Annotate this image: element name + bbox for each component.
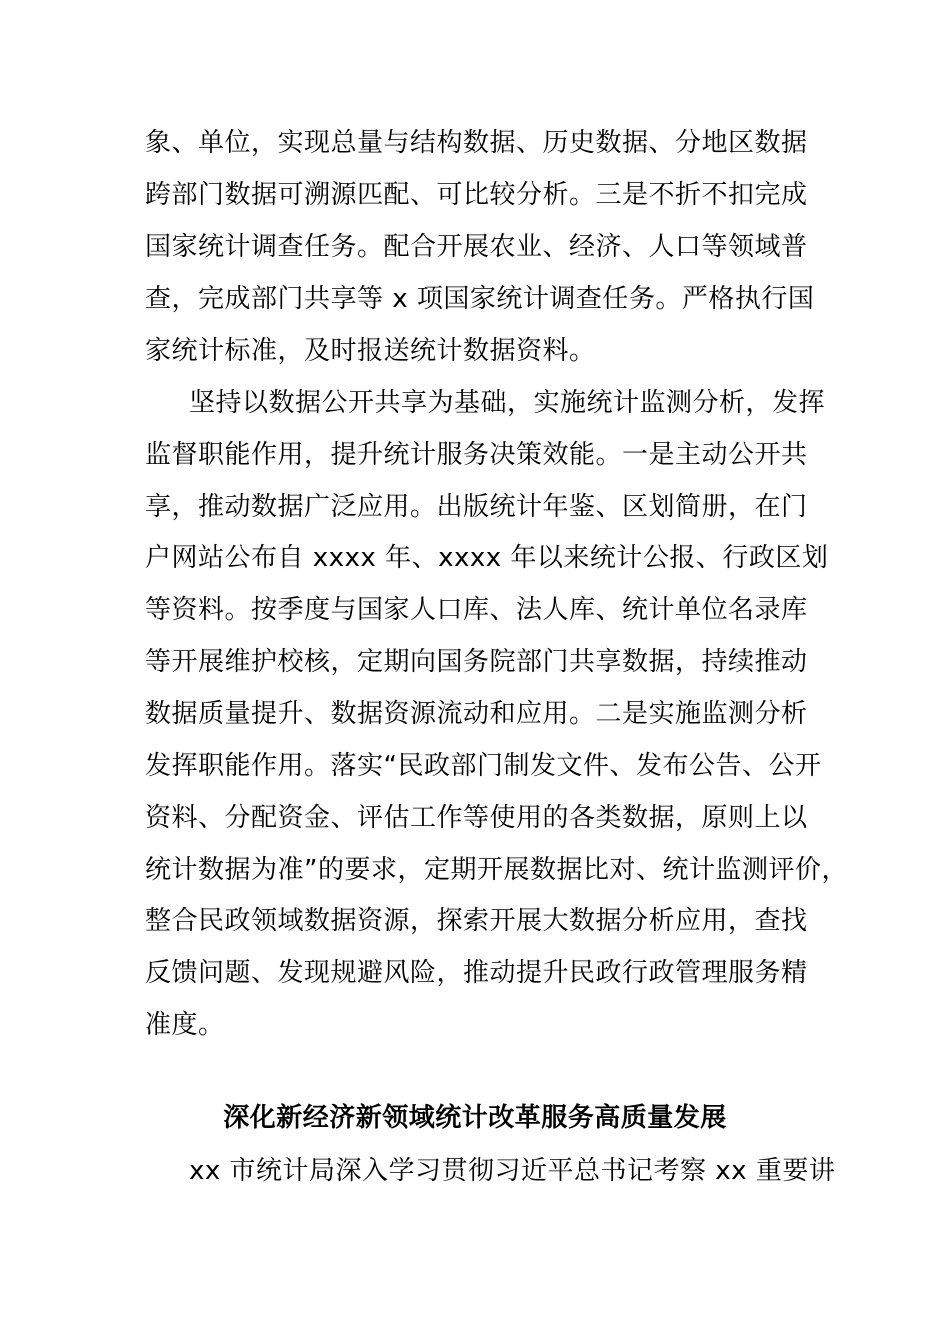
paragraph-1-line-3: 国家统计调查任务。配合开展农业、经济、人口等领域普 — [145, 232, 808, 262]
paragraph-2-line-13: 准度。 — [145, 1010, 225, 1040]
paragraph-2-line-8: 发挥职能作用。落实“民政部门制发文件、发布公告、公开 — [145, 751, 822, 781]
paragraph-3-line-1: xx 市统计局深入学习贯彻习近平总书记考察 xx 重要讲 — [189, 1156, 836, 1186]
section-heading: 深化新经济新领域统计改革服务高质量发展 — [223, 1103, 727, 1133]
paragraph-2-line-7: 数据质量提升、数据资源流动和应用。二是实施监测分析 — [145, 699, 808, 729]
paragraph-2-line-6: 等开展维护校核，定期向国务院部门共享数据，持续推动 — [145, 647, 808, 677]
paragraph-2-line-9: 资料、分配资金、评估工作等使用的各类数据，原则上以 — [145, 803, 808, 833]
paragraph-2-line-1: 坚持以数据公开共享为基础，实施统计监测分析，发挥 — [189, 388, 826, 418]
paragraph-1-line-1: 象、单位，实现总量与结构数据、历史数据、分地区数据 — [145, 128, 808, 158]
paragraph-2-line-10: 统计数据为准”的要求，定期开展数据比对、统计监测评价， — [145, 855, 848, 885]
paragraph-1-line-4: 查，完成部门共享等 x 项国家统计调查任务。严格执行国 — [145, 284, 815, 314]
paragraph-2-line-4: 户网站公布自 xxxx 年、xxxx 年以来统计公报、行政区划 — [145, 543, 829, 573]
paragraph-2-line-5: 等资料。按季度与国家人口库、法人库、统计单位名录库 — [145, 595, 808, 625]
paragraph-2-line-2: 监督职能作用，提升统计服务决策效能。一是主动公开共 — [145, 440, 808, 470]
paragraph-2-line-3: 享，推动数据广泛应用。出版统计年鉴、区划简册，在门 — [145, 492, 808, 522]
paragraph-2-line-11: 整合民政领域数据资源，探索开展大数据分析应用，查找 — [145, 906, 808, 936]
paragraph-1-line-2: 跨部门数据可溯源匹配、可比较分析。三是不折不扣完成 — [145, 180, 808, 210]
paragraph-1-line-5: 家统计标准，及时报送统计数据资料。 — [145, 336, 596, 366]
paragraph-2-line-12: 反馈问题、发现规避风险，推动提升民政行政管理服务精 — [145, 958, 808, 988]
